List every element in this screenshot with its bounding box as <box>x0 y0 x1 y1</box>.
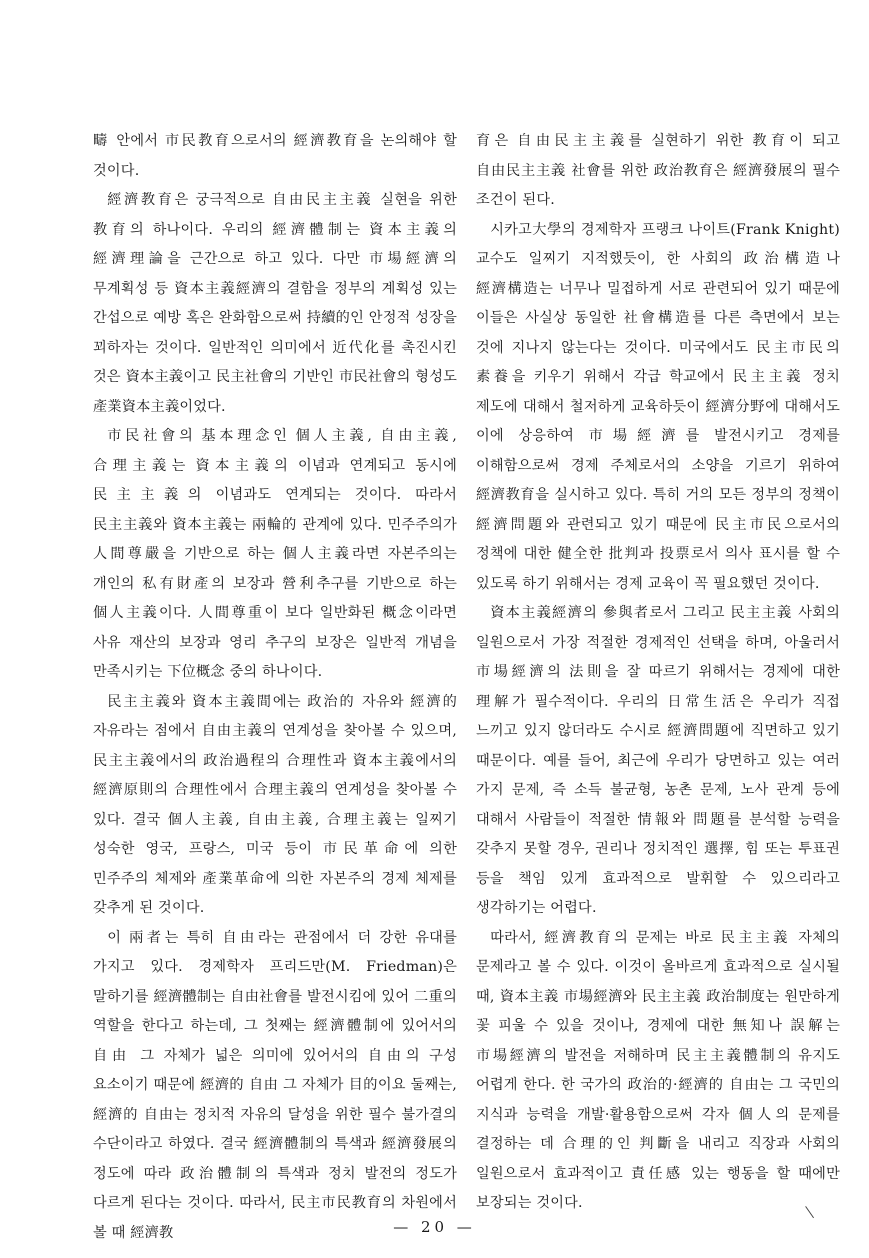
left-column <box>93 127 457 1248</box>
paragraph: 經濟教育은 궁극적으로 自由民主主義 실현을 위한 教育의 하나이다. 우리의 經濟體制는 資本主義의 經濟理論을 근간으로 하고 있다. 다만 市場經濟의 무계획성 등 資本主義經濟의 결함을 정부의 계획성 있는 간섭으로 예방 혹은 완화함으로써 持續的인 안정적 성장을 꾀하자는 것이다. 일반적인 의미에서 近代化를 촉진시킨 것은 資本主義이고 民主社會의 기반인 市民社會의 형성도 產業資本主義이었다. <box>93 192 457 415</box>
paragraph: 育은 自由民主主義를 실현하기 위한 教育이 되고 自由民主主義 社會를 위한 政治教育은 經濟發展의 필수 조건이 된다. <box>476 133 840 208</box>
paragraph: 市民社會의 基本理念인 個人主義, 自由主義, 合理主義는 資本主義의 이념과 연계되고 동시에 民主主義의 이념과도 연계되는 것이다. 따라서 民主主義와 資本主義는 兩輪的 관계에 있다. 민주주의가 人間尊嚴을 기반으로 하는 個人主義라면 자본주의는 개인의 私有財產의 보장과 營利추구를 기반으로 하는 個人主義이다. 人間尊重이 보다 일반화된 概念이라면 사유 재산의 보장과 영리 추구의 보장은 일반적 개념을 만족시키는 下位概念 중의 하나이다. <box>93 428 457 680</box>
paragraph: 民主主義와 資本主義間에는 政治的 자유와 經濟的 자유라는 점에서 自由主義의 연계성을 찾아볼 수 있으며, 民主主義에서의 政治過程의 合理性과 資本主義에서의 經濟原則의 合理性에서 合理主義의 연계성을 찾아볼 수 있다. 결국 個人主義, 自由主義, 合理主義는 일찌기 성숙한 영국, 프랑스, 미국 등이 市民革命에 의한 민주주의 체제와 產業革命에 의한 자본주의 경제 체제를 갖추게 된 것이다. <box>93 693 457 916</box>
paragraph: 疇 안에서 市民教育으로서의 經濟教育을 논의해야 할 것이다. <box>93 133 457 179</box>
right-column <box>476 127 840 1219</box>
page-number: — 20 — <box>393 1218 476 1236</box>
paragraph: 따라서, 經濟教育의 문제는 바로 民主主義 자체의 문제라고 볼 수 있다. 이것이 올바르게 효과적으로 실시될 때, 資本主義 市場經濟와 民主主義 政治制度는 원만하게 꽃 피울 수 있을 것이나, 경제에 대한 無知나 誤解는 市場經濟의 발전을 저해하며 民主主義體制의 유지도 어렵게 한다. 한 국가의 政治的·經濟的 自由는 그 국민의 지식과 능력을 개발·활용함으로써 각자 個人의 문제를 결정하는 데 合理的인 判斷을 내리고 직장과 사회의 일원으로서 효과적이고 責任感 있는 행동을 할 때에만 보장되는 것이다. <box>476 929 840 1211</box>
paragraph: 이 兩者는 특히 自由라는 관점에서 더 강한 유대를 가지고 있다. 경제학자 프리드만(M. Friedman)은 말하기를 經濟體制는 自由社會를 발전시킴에 있어 二重의 역할을 한다고 하는데, 그 첫째는 經濟體制에 있어서의 自由 그 자체가 넓은 의미에 있어서의 自由의 구성 요소이기 때문에 經濟的 自由 그 자체가 目的이요 둘째는, 經濟的 自由는 정치적 자유의 달성을 위한 필수 불가결의 수단이라고 하였다. 결국 經濟體制의 특색과 經濟發展의 정도에 따라 政治體制의 특색과 정치 발전의 정도가 다르게 된다는 것이다. 따라서, 民主市民教育의 차원에서 볼 때 經濟教 <box>93 929 457 1241</box>
paragraph: 시카고大學의 경제학자 프랭크 나이트(Frank Knight) 교수도 일찌기 지적했듯이, 한 사회의 政治構造나 經濟構造는 너무나 밀접하게 서로 관련되어 있기 때문에 이들은 사실상 동일한 社會構造를 다른 측면에서 보는 것에 지나지 않는다는 것이다. 미국에서도 民主市民의 素養을 키우기 위해서 각급 학교에서 民主主義 정치 제도에 대해서 철저하게 교육하듯이 經濟分野에 대해서도 이에 상응하여 市場經濟를 발전시키고 경제를 이해함으로써 경제 주체로서의 소양을 기르기 위하여 經濟教育을 실시하고 있다. 특히 거의 모든 정부의 정책이 經濟問題와 관련되고 있기 때문에 民主市民으로서의 정책에 대한 健全한 批判과 投票로서 의사 표시를 할 수 있도록 하기 위해서는 경제 교육이 꼭 필요했던 것이다. <box>476 221 840 592</box>
paragraph: 資本主義經濟의 參與者로서 그리고 民主主義 사회의 일원으로서 가장 적절한 경제적인 선택을 하며, 아울러서 市場經濟의 法則을 잘 따르기 위해서는 경제에 대한 理解가 필수적이다. 우리의 日常生活은 우리가 직접 느끼고 있지 않더라도 수시로 經濟問題에 직면하고 있기 때문이다. 예를 들어, 최근에 우리가 당면하고 있는 여러 가지 문제, 즉 소득 불균형, 농촌 문제, 노사 관계 등에 대해서 사람들이 적절한 情報와 問題를 분석할 능력을 갖추지 못할 경우, 권리나 정치적인 選擇, 힘 또는 투표권 등을 책임 있게 효과적으로 발휘할 수 있으리라고 생각하기는 어렵다. <box>476 605 840 916</box>
